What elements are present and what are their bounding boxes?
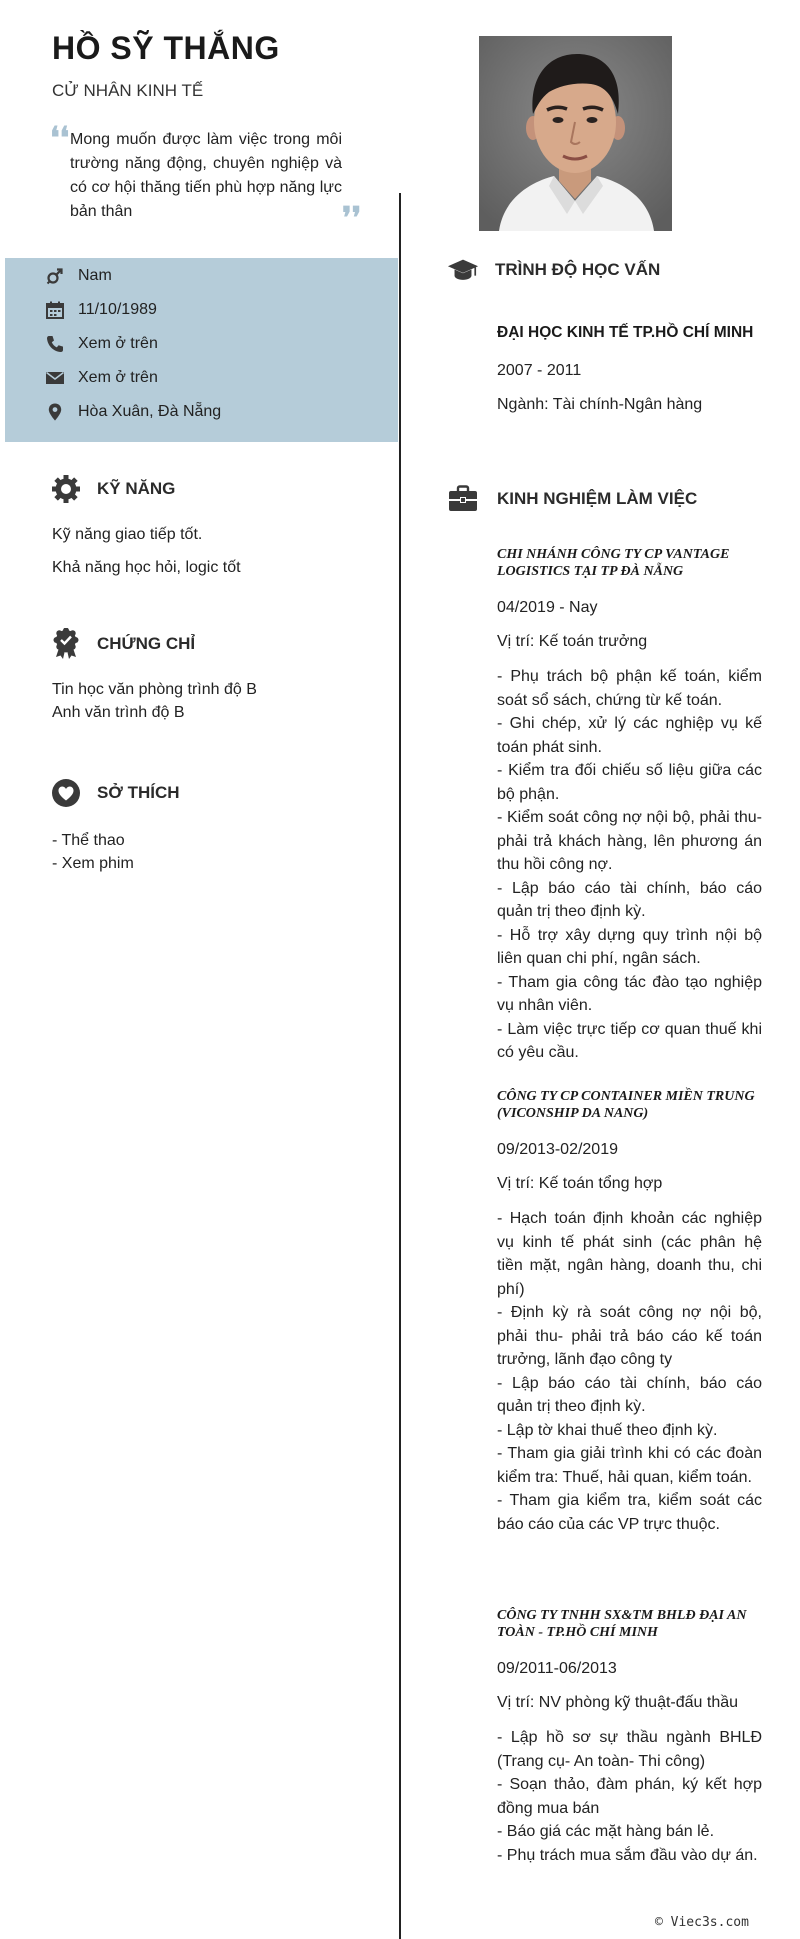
skill-item: Khả năng học hỏi, logic tốt bbox=[52, 559, 241, 576]
duty-item: - Kiểm soát công nợ nội bộ, phải thu- phải trả khách hàng, lên phương án thu hồi công nợ. bbox=[497, 809, 762, 873]
birthday-value: 11/10/1989 bbox=[78, 301, 157, 318]
email-value: Xem ở trên bbox=[78, 369, 158, 386]
phone-value: Xem ở trên bbox=[78, 335, 158, 352]
job-period: 09/2013-02/2019 bbox=[497, 1141, 618, 1158]
candidate-name: HỒ SỸ THẮNG bbox=[52, 30, 280, 66]
briefcase-icon bbox=[447, 483, 479, 515]
quote-open-icon: ❛❛ bbox=[50, 121, 70, 156]
skills-heading bbox=[50, 473, 175, 505]
hobbies-title: SỞ THÍCH bbox=[97, 783, 180, 802]
gear-icon bbox=[50, 473, 82, 505]
phone-icon bbox=[44, 333, 66, 355]
job-company: CHI NHÁNH CÔNG TY CP VANTAGE LOGISTICS TẠI TP ĐÀ NẴNG bbox=[497, 547, 730, 579]
duty-item: - Phụ trách mua sắm đầu vào dự án. bbox=[497, 1846, 758, 1864]
address-value: Hòa Xuân, Đà Nẵng bbox=[78, 403, 222, 420]
job-duties bbox=[497, 665, 762, 1065]
info-birthday bbox=[44, 298, 157, 322]
duty-item: - Hỗ trợ xây dựng quy trình nội bộ liên quan chi phí, ngân sách. bbox=[497, 926, 762, 967]
career-objective: Mong muốn được làm việc trong môi trường năng động, chuyên nghiệp và có cơ hội thăng tiến phù hợp năng lực bản thân bbox=[70, 131, 342, 220]
job-company: CÔNG TY CP CONTAINER MIỀN TRUNG (VICONSHIP DA NANG) bbox=[497, 1089, 755, 1121]
duty-item: - Định kỳ rà soát công nợ nội bộ, phải thu- phải trả báo cáo kế toán trưởng, lãnh đạo công ty bbox=[497, 1304, 762, 1368]
certificate-item: Anh văn trình độ B bbox=[52, 704, 185, 721]
gender-value: Nam bbox=[78, 267, 112, 284]
job-company: CÔNG TY TNHH SX&TM BHLĐ ĐẠI AN TOÀN - TP.HỒ CHÍ MINH bbox=[497, 1608, 747, 1640]
education-heading bbox=[447, 254, 660, 286]
duty-item: - Lập báo cáo tài chính, báo cáo quản trị theo định kỳ. bbox=[497, 1374, 762, 1415]
heart-icon bbox=[50, 777, 82, 809]
hobby-item: - Thể thao bbox=[52, 832, 125, 849]
job-period: 04/2019 - Nay bbox=[497, 599, 598, 616]
certificate-badge-icon bbox=[50, 628, 82, 660]
envelope-icon bbox=[44, 367, 66, 389]
hobbies-heading bbox=[50, 777, 180, 809]
duty-item: - Hạch toán định khoản các nghiệp vụ kinh tế phát sinh (các phân hệ tiền mặt, ngân hàng, doanh thu, chi phí) bbox=[497, 1210, 762, 1298]
job-position: Vị trí: NV phòng kỹ thuật-đấu thầu bbox=[497, 1694, 739, 1711]
duty-item: - Báo giá các mặt hàng bán lẻ. bbox=[497, 1823, 715, 1840]
info-gender bbox=[44, 264, 112, 288]
job-position: Vị trí: Kế toán trưởng bbox=[497, 633, 648, 650]
duty-item: - Lập tờ khai thuế theo định kỳ. bbox=[497, 1421, 718, 1439]
hobby-item: - Xem phim bbox=[52, 855, 134, 872]
school-name: ĐẠI HỌC KINH TẾ TP.HỒ CHÍ MINH bbox=[497, 324, 754, 341]
duty-item: - Lập hồ sơ sự thầu ngành BHLĐ (Trang cụ- An toàn- Thi công) bbox=[497, 1729, 762, 1770]
duty-item: - Tham gia kiểm tra, kiểm soát các báo cáo của các VP trực thuộc. bbox=[497, 1492, 762, 1533]
gender-icon bbox=[44, 265, 66, 287]
job-duties bbox=[497, 1207, 762, 1536]
duty-item: - Kiểm tra đối chiếu số liệu giữa các bộ phận. bbox=[497, 762, 762, 803]
job-duties bbox=[497, 1726, 762, 1867]
duty-item: - Soạn thảo, đàm phán, ký kết hợp đồng mua bán bbox=[497, 1776, 762, 1817]
job-period: 09/2011-06/2013 bbox=[497, 1660, 617, 1677]
duty-item: - Lập báo cáo tài chính, báo cáo quản trị theo định kỳ. bbox=[497, 879, 762, 920]
education-period: 2007 - 2011 bbox=[497, 362, 582, 379]
experience-title: KINH NGHIỆM LÀM VIỆC bbox=[497, 489, 698, 508]
info-phone bbox=[44, 332, 158, 356]
duty-item: - Tham gia công tác đào tạo nghiệp vụ nhân viên. bbox=[497, 973, 762, 1014]
skills-title: KỸ NĂNG bbox=[97, 479, 176, 498]
quote-close-icon: ❜❜ bbox=[342, 201, 362, 236]
info-address bbox=[44, 400, 221, 424]
map-pin-icon bbox=[44, 401, 66, 423]
candidate-title: CỬ NHÂN KINH TẾ bbox=[52, 81, 204, 100]
job-position: Vị trí: Kế toán tổng hợp bbox=[497, 1175, 663, 1192]
certificates-heading bbox=[50, 628, 195, 660]
experience-heading bbox=[447, 483, 697, 515]
calendar-icon bbox=[44, 299, 66, 321]
profile-photo bbox=[479, 36, 672, 231]
certificates-title: CHỨNG CHỈ bbox=[97, 634, 196, 653]
duty-item: - Ghi chép, xử lý các nghiệp vụ kế toán phát sinh. bbox=[497, 715, 762, 756]
info-email bbox=[44, 366, 158, 390]
education-title: TRÌNH ĐỘ HỌC VẤN bbox=[495, 260, 661, 279]
education-major: Ngành: Tài chính-Ngân hàng bbox=[497, 396, 703, 413]
duty-item: - Làm việc trực tiếp cơ quan thuế khi có yêu cầu. bbox=[497, 1020, 762, 1061]
duty-item: - Phụ trách bộ phận kế toán, kiểm soát sổ sách, chứng từ kế toán. bbox=[497, 668, 762, 709]
skill-item: Kỹ năng giao tiếp tốt. bbox=[52, 526, 203, 543]
column-divider bbox=[399, 193, 401, 1939]
duty-item: - Tham gia giải trình khi có các đoàn kiểm tra: Thuế, hải quan, kiểm toán. bbox=[497, 1445, 762, 1486]
graduation-cap-icon bbox=[447, 254, 479, 286]
certificate-item: Tin học văn phòng trình độ B bbox=[52, 681, 257, 698]
copyright-footer: © Viec3s.com bbox=[655, 1915, 749, 1930]
